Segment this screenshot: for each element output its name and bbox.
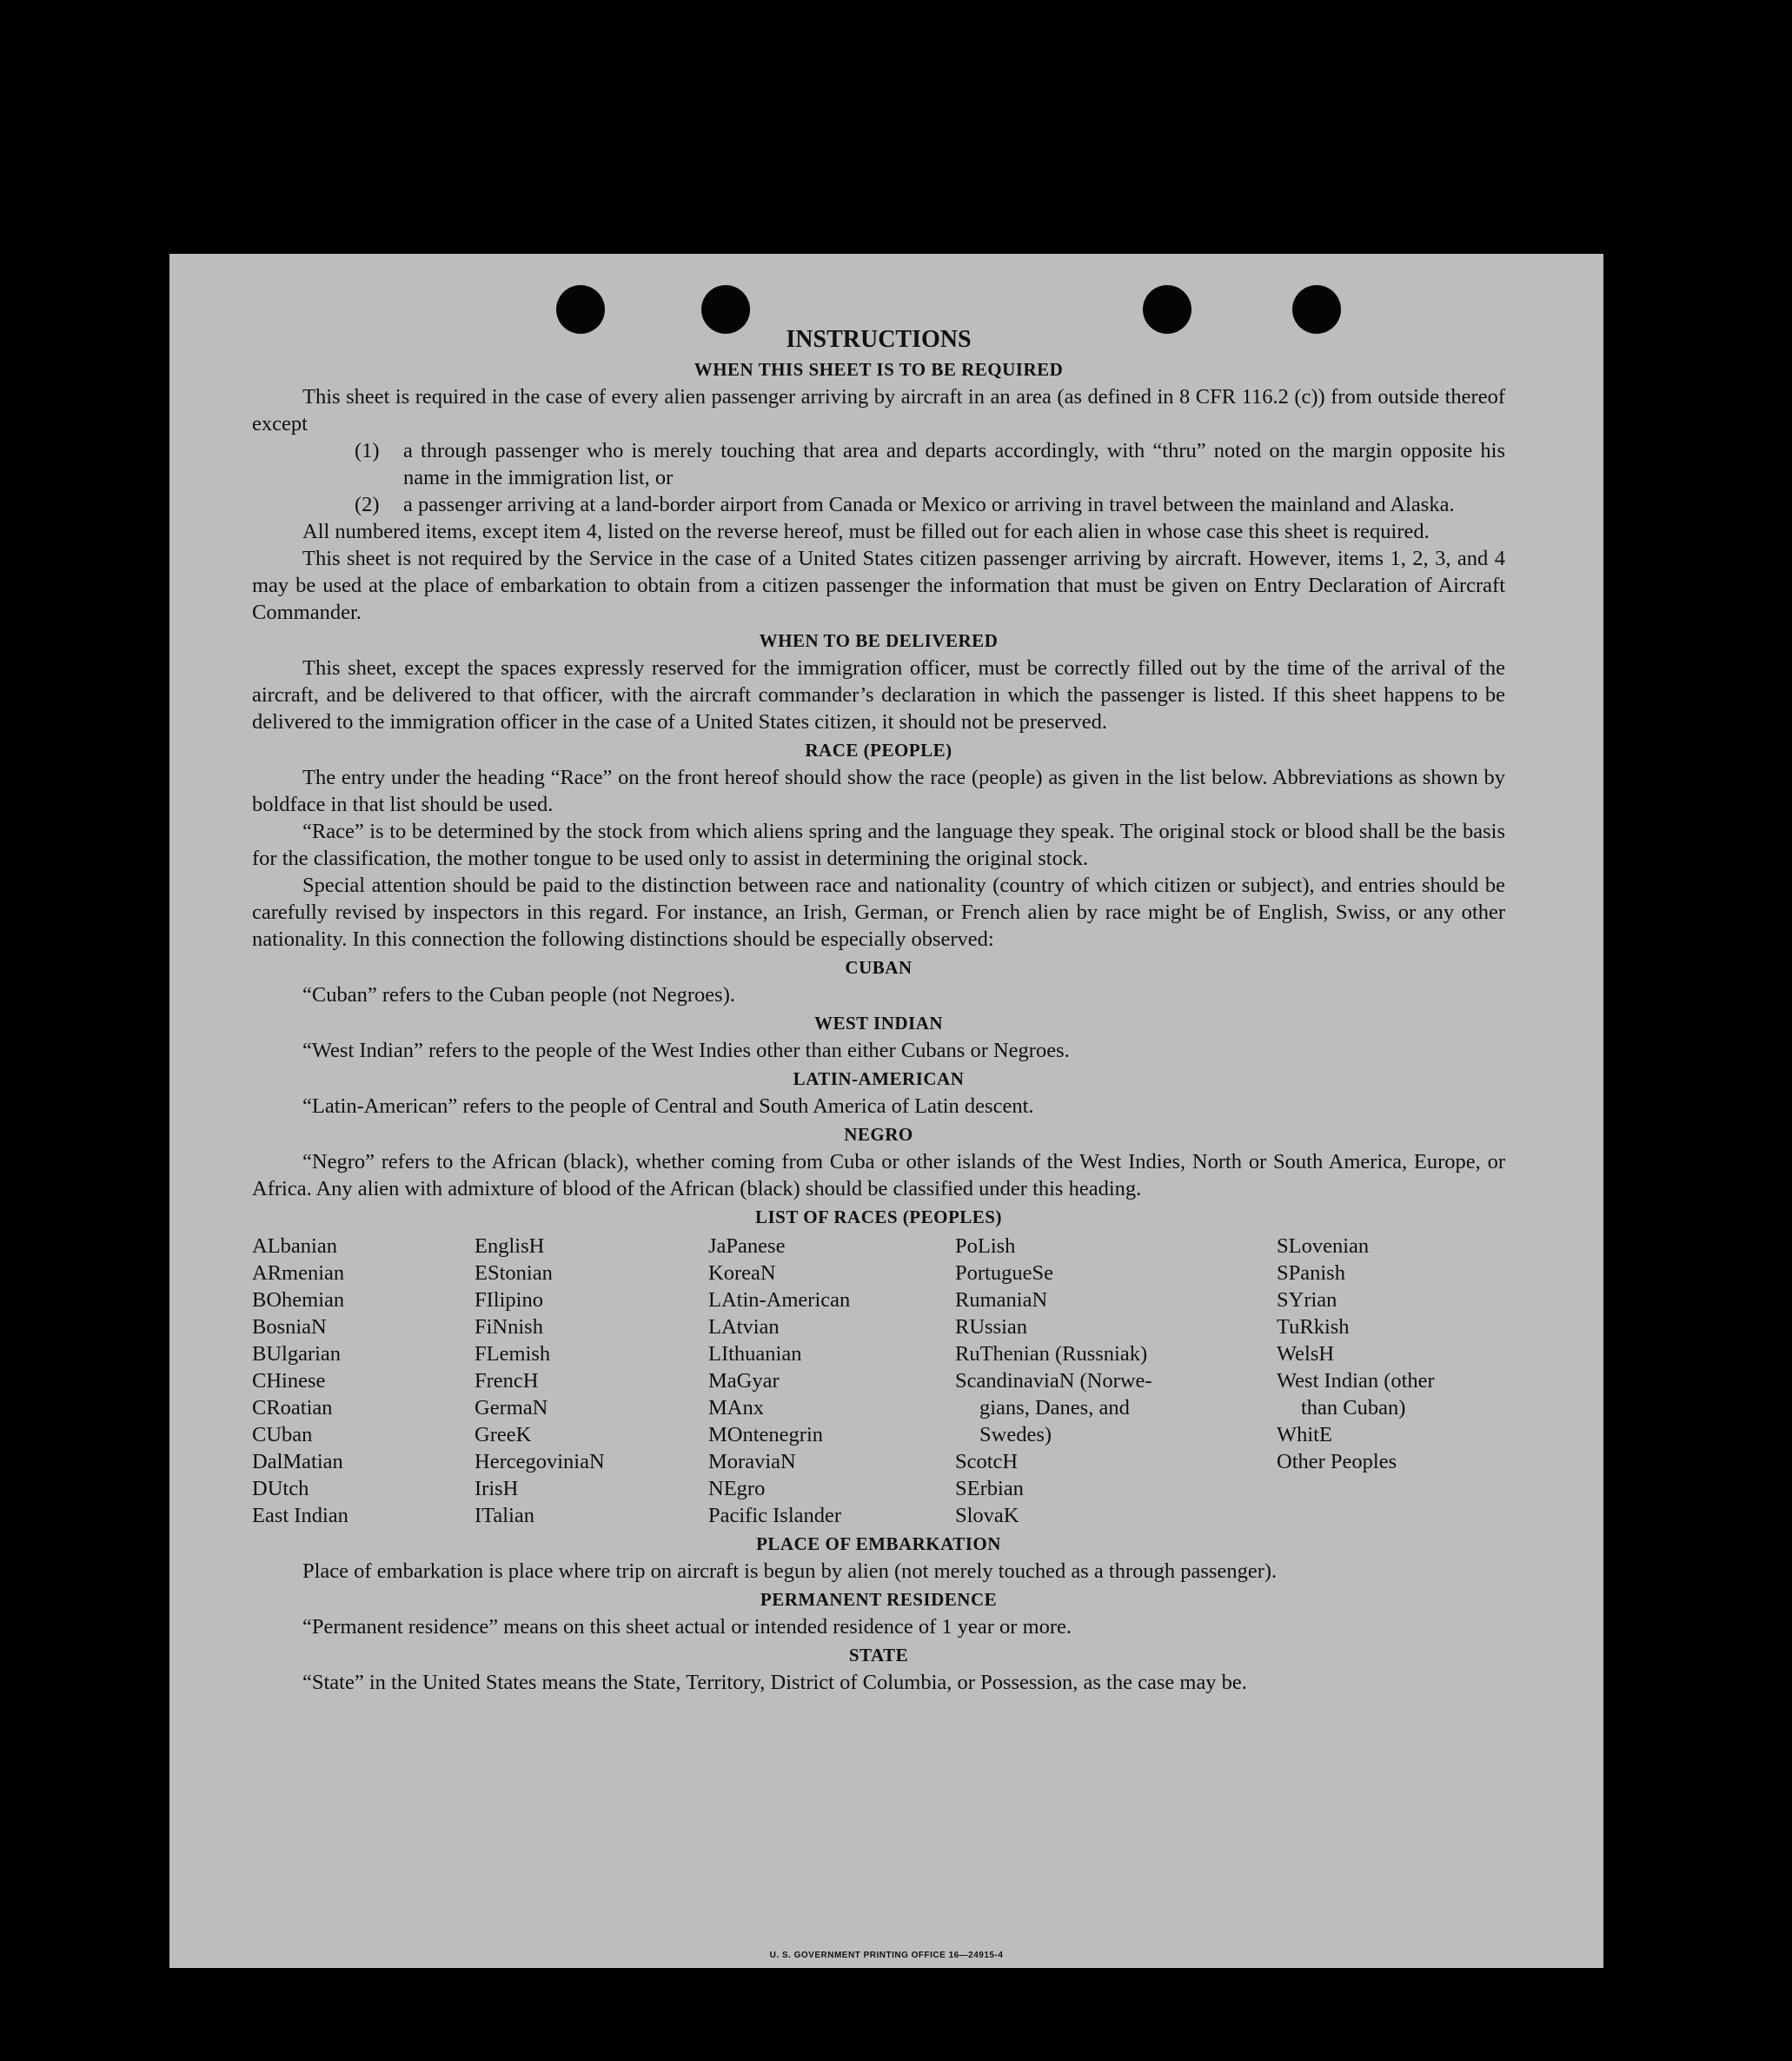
race-item: ITalian: [475, 1504, 535, 1527]
race-item: PortugueSe: [955, 1261, 1053, 1285]
race-column: [475, 1233, 708, 1529]
section-heading: CUBAN: [845, 957, 913, 978]
race-item: FLemish: [475, 1342, 551, 1366]
paragraph: Special attention should be paid to the distinction between race and nationality (country of which citizen or subject), and entries should be carefully revised by inspectors in this regard. For instance, an Irish, German, or French alien by race might be of English, Swiss, or any other nationality. In this connection the following distinctions should be especially observed:: [252, 874, 1505, 951]
race-item: CUban: [252, 1423, 313, 1446]
instructions-content: [252, 325, 1505, 1696]
race-item: FIlipino: [475, 1288, 543, 1312]
race-item: Pacific Islander: [708, 1504, 842, 1527]
race-item: LIthuanian: [708, 1342, 802, 1366]
race-item: ALbanian: [252, 1234, 337, 1258]
section-heading: PLACE OF EMBARKATION: [756, 1533, 1001, 1554]
race-item: Other Peoples: [1277, 1450, 1397, 1473]
document-sheet: [169, 254, 1603, 1968]
race-item-continuation: gians, Danes, and: [979, 1396, 1130, 1419]
section-heading: WEST INDIAN: [813, 1013, 944, 1034]
section-heading: LIST OF RACES (PEOPLES): [755, 1207, 1002, 1227]
list-item: [252, 437, 1505, 491]
race-item: EStonian: [475, 1261, 553, 1285]
paragraph: “Latin-American” refers to the people of Central and South America of Latin descent.: [302, 1094, 1034, 1118]
race-item: CRoatian: [252, 1396, 333, 1419]
page-title: INSTRUCTIONS: [786, 326, 972, 353]
paragraph: “Race” is to be determined by the stock from which aliens spring and the language they speak. The original stock or blood shall be the basis for the classification, the mother tongue to be used only to assist in determining the original stock.: [252, 820, 1505, 870]
item-text: a through passenger who is merely touching that area and departs accordingly, with “thru” noted on the margin opposite his name in the immigration list, or: [403, 439, 1505, 489]
section-heading: WHEN TO BE DELIVERED: [759, 630, 999, 651]
race-column: [1277, 1233, 1505, 1529]
race-item: JaPanese: [708, 1234, 786, 1258]
race-item: NEgro: [708, 1477, 766, 1500]
race-item: FiNnish: [475, 1315, 543, 1339]
race-item: RuThenian (Russniak): [955, 1342, 1148, 1366]
race-item-continuation: Swedes): [979, 1423, 1052, 1446]
race-item: MaGyar: [708, 1369, 780, 1393]
race-item: MOntenegrin: [708, 1423, 823, 1446]
race-item: EnglisH: [475, 1234, 545, 1258]
section-heading: STATE: [848, 1645, 909, 1665]
race-column: [955, 1233, 1277, 1529]
race-item: GermaN: [475, 1396, 548, 1419]
paragraph: This sheet is required in the case of every alien passenger arriving by aircraft in an area (as defined in 8 CFR 116.2 (c)) from outside thereof except: [252, 385, 1505, 435]
race-column: [252, 1233, 475, 1529]
item-number: (1): [355, 439, 380, 462]
race-item: BUlgarian: [252, 1342, 342, 1366]
race-item: RumaniaN: [955, 1288, 1048, 1312]
race-item: CHinese: [252, 1369, 326, 1393]
race-item: LAtin-American: [708, 1288, 851, 1312]
race-item: WelsH: [1277, 1342, 1335, 1366]
race-item: IrisH: [475, 1477, 519, 1500]
paragraph: This sheet, except the spaces expressly reserved for the immigration officer, must be correctly filled out by the time of the arrival of the aircraft, and be delivered to that officer, with the aircraft commander’s declaration in which the passenger is listed. If this sheet happens to be delivered to the immigration officer in the case of a United States citizen, it should not be preserved.: [252, 656, 1505, 734]
race-item: BosniaN: [252, 1315, 327, 1339]
race-item: LAtvian: [708, 1315, 780, 1339]
item-number: (2): [355, 493, 380, 516]
paragraph: “Negro” refers to the African (black), whether coming from Cuba or other islands of the West Indies, North or South America, Europe, or Africa. Any alien with admixture of blood of the African (black) should be classified under this heading.: [252, 1150, 1505, 1200]
race-item: SlovaK: [955, 1504, 1019, 1527]
race-item: ScandinaviaN (Norwe-: [955, 1369, 1152, 1393]
race-item: ARmenian: [252, 1261, 345, 1285]
race-item: FrencH: [475, 1369, 539, 1393]
race-list: [252, 1233, 1505, 1529]
race-item: BOhemian: [252, 1288, 345, 1312]
race-item: SErbian: [955, 1477, 1024, 1500]
race-item: West Indian (other: [1277, 1369, 1435, 1393]
paragraph: The entry under the heading “Race” on the front hereof should show the race (people) as given in the list below. Abbreviations as shown by boldface in that list should be used.: [252, 766, 1505, 816]
section-heading: RACE (PEOPLE): [805, 740, 952, 761]
race-item: SPanish: [1277, 1261, 1345, 1285]
list-item: [252, 491, 1505, 518]
race-item: HercegoviniaN: [475, 1450, 605, 1473]
race-item: SYrian: [1277, 1288, 1337, 1312]
paragraph: “State” in the United States means the State, Territory, District of Columbia, or Possession, as the case may be.: [302, 1671, 1247, 1694]
race-item: East Indian: [252, 1504, 348, 1527]
paragraph: “West Indian” refers to the people of the West Indies other than either Cubans or Negroes.: [302, 1039, 1070, 1062]
race-item: DalMatian: [252, 1450, 343, 1473]
race-item: GreeK: [475, 1423, 532, 1446]
paragraph: “Permanent residence” means on this sheet actual or intended residence of 1 year or more.: [302, 1615, 1072, 1639]
paragraph: This sheet is not required by the Service in the case of a United States citizen passenger arriving by aircraft. However, items 1, 2, 3, and 4 may be used at the place of embarkation to obtain from a citizen passenger the information that must be given on Entry Declaration of Aircraft Commander.: [252, 547, 1505, 624]
paragraph: Place of embarkation is place where trip on aircraft is begun by alien (not merely touched as a through passenger).: [302, 1559, 1278, 1583]
race-item: DUtch: [252, 1477, 309, 1500]
race-item: RUssian: [955, 1315, 1028, 1339]
race-item: SLovenian: [1277, 1234, 1370, 1258]
race-item: MAnx: [708, 1396, 764, 1419]
race-item: KoreaN: [708, 1261, 776, 1285]
paragraph: All numbered items, except item 4, listed on the reverse hereof, must be filled out for each alien in whose case this sheet is required.: [302, 520, 1430, 543]
race-item: TuRkish: [1277, 1315, 1350, 1339]
race-item-continuation: than Cuban): [1301, 1396, 1406, 1419]
paragraph: “Cuban” refers to the Cuban people (not Negroes).: [302, 983, 735, 1007]
printer-imprint: U. S. GOVERNMENT PRINTING OFFICE 16—24915-4: [769, 1951, 1004, 1960]
section-heading: WHEN THIS SHEET IS TO BE REQUIRED: [694, 359, 1064, 380]
section-heading: NEGRO: [844, 1124, 913, 1145]
race-item: MoraviaN: [708, 1450, 796, 1473]
race-item: WhitE: [1277, 1423, 1332, 1446]
item-text: a passenger arriving at a land-border airport from Canada or Mexico or arriving in travel between the mainland and Alaska.: [403, 493, 1455, 516]
race-item: ScotcH: [955, 1450, 1019, 1473]
race-column: [708, 1233, 955, 1529]
section-heading: PERMANENT RESIDENCE: [760, 1589, 998, 1610]
section-heading: LATIN-AMERICAN: [793, 1068, 965, 1089]
race-item: PoLish: [955, 1234, 1016, 1258]
